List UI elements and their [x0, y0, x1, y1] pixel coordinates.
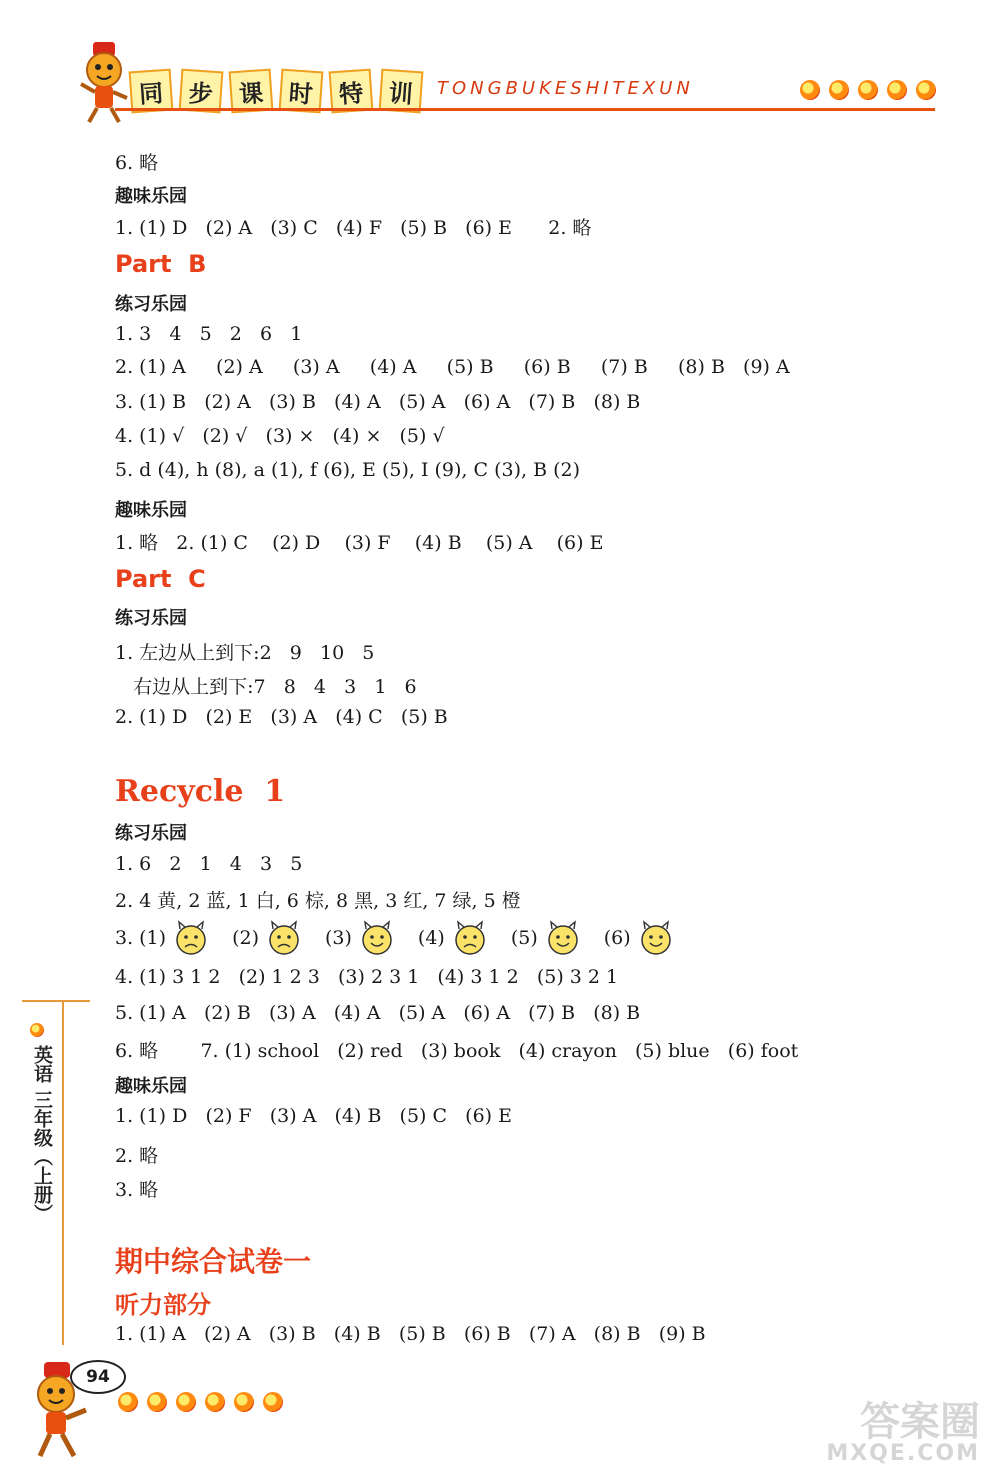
part-heading: Part C	[115, 565, 206, 593]
face-label: (6)	[603, 926, 631, 949]
sad-face-icon	[451, 919, 489, 957]
answer-line: 3. (1) B (2) A (3) B (4) A (5) A (6) A (7) B (8) B	[115, 391, 641, 413]
answer-line: 1. (1) D (2) A (3) C (4) F (5) B (6) E 2. 略	[115, 217, 592, 239]
footer-dots	[118, 1392, 292, 1412]
answer-line: 1. 6 2 1 4 3 5	[115, 853, 303, 875]
sidebar-label: 英语 三年级（上册）	[31, 1045, 53, 1223]
sad-face-icon	[172, 919, 210, 957]
section-heading: 趣味乐园	[115, 500, 187, 521]
part-heading: Part B	[115, 250, 207, 278]
header-pinyin: TONGBUKESHITEXUN	[437, 78, 694, 99]
sidebar-dot-icon	[30, 1023, 44, 1037]
answer-line: 1. 左边从上到下:2 9 10 5	[115, 642, 375, 664]
unit-heading: Recycle 1	[115, 774, 286, 809]
answer-line: 1. 3 4 5 2 6 1	[115, 323, 303, 345]
listening-heading: 听力部分	[115, 1291, 211, 1319]
face-answer	[511, 919, 582, 957]
answer-line: 1. 略 2. (1) C (2) D (3) F (4) B (5) A (6) E	[115, 532, 604, 554]
dot-icon	[916, 80, 936, 100]
dot-icon	[263, 1392, 283, 1412]
title-char: 时	[279, 69, 324, 114]
dot-icon	[887, 80, 907, 100]
title-char: 训	[379, 69, 424, 114]
happy-face-icon	[544, 919, 582, 957]
exam-heading: 期中综合试卷一	[115, 1245, 312, 1278]
answer-line: 右边从上到下:7 8 4 3 1 6	[115, 676, 417, 698]
dot-icon	[829, 80, 849, 100]
header-divider	[115, 108, 935, 111]
answer-line: 1. (1) D (2) F (3) A (4) B (5) C (6) E	[115, 1105, 512, 1127]
answer-line: 6. 略 7. (1) school (2) red (3) book (4) crayon (5) blue (6) foot	[115, 1040, 799, 1062]
answer-line: 4. (1) √ (2) √ (3) × (4) × (5) √	[115, 425, 445, 447]
face-answer	[604, 919, 675, 957]
dot-icon	[800, 80, 820, 100]
section-heading: 练习乐园	[115, 608, 187, 629]
sidebar-rule	[62, 1000, 64, 1345]
faces-answer-line	[115, 915, 697, 960]
page-header	[0, 0, 1000, 140]
watermark-text: 答案圈	[860, 1399, 980, 1445]
face-answer	[139, 919, 210, 957]
sidebar-rule	[22, 1000, 90, 1002]
dot-icon	[858, 80, 878, 100]
answer-line: 3. 略	[115, 1179, 159, 1201]
answer-line: 5. (1) A (2) B (3) A (4) A (5) A (6) A (7) B (8) B	[115, 1002, 641, 1024]
answer-line: 6. 略	[115, 152, 159, 174]
face-label: (4)	[417, 926, 445, 949]
answer-line: 2. 略	[115, 1145, 159, 1167]
section-heading: 练习乐园	[115, 823, 187, 844]
dot-icon	[205, 1392, 225, 1412]
answer-line: 1. (1) A (2) A (3) B (4) B (5) B (6) B (7) A (8) B (9) B	[115, 1323, 706, 1345]
dot-icon	[176, 1392, 196, 1412]
answer-line: 5. d (4), h (8), a (1), f (6), E (5), I (9), C (3), B (2)	[115, 459, 580, 481]
sad-face-icon	[265, 919, 303, 957]
section-heading: 练习乐园	[115, 294, 187, 315]
face-answer	[232, 919, 303, 957]
header-title	[130, 70, 430, 112]
face-label: (5)	[510, 926, 538, 949]
watermark-url: MXQE.COM	[826, 1441, 980, 1466]
page-footer	[0, 1340, 1000, 1476]
answer-line: 4. (1) 3 1 2 (2) 1 2 3 (3) 2 3 1 (4) 3 1 2 (5) 3 2 1	[115, 966, 619, 988]
face-answer	[418, 919, 489, 957]
answer-line: 2. (1) A (2) A (3) A (4) A (5) B (6) B (7) B (8) B (9) A	[115, 356, 790, 378]
dot-icon	[234, 1392, 254, 1412]
answer-line: 2. 4 黄, 2 蓝, 1 白, 6 棕, 8 黑, 3 红, 7 绿, 5 橙	[115, 890, 521, 912]
face-label: (3)	[324, 926, 352, 949]
watermark	[826, 1399, 980, 1466]
face-label: (1)	[139, 926, 167, 949]
happy-face-icon	[358, 919, 396, 957]
title-char: 步	[179, 69, 224, 114]
faces-prefix: 3.	[115, 926, 134, 949]
mascot-icon	[75, 40, 135, 125]
answer-line: 2. (1) D (2) E (3) A (4) C (5) B	[115, 706, 448, 728]
title-char: 同	[129, 69, 174, 114]
face-label: (2)	[232, 926, 259, 949]
title-char: 特	[329, 69, 374, 114]
dot-icon	[147, 1392, 167, 1412]
happy-face-icon	[637, 919, 675, 957]
face-answer	[325, 919, 396, 957]
dot-icon	[118, 1392, 138, 1412]
page-number: 94	[70, 1360, 126, 1394]
section-heading: 趣味乐园	[115, 186, 187, 207]
header-dots	[800, 80, 945, 100]
title-char: 课	[229, 69, 274, 114]
section-heading: 趣味乐园	[115, 1076, 187, 1097]
